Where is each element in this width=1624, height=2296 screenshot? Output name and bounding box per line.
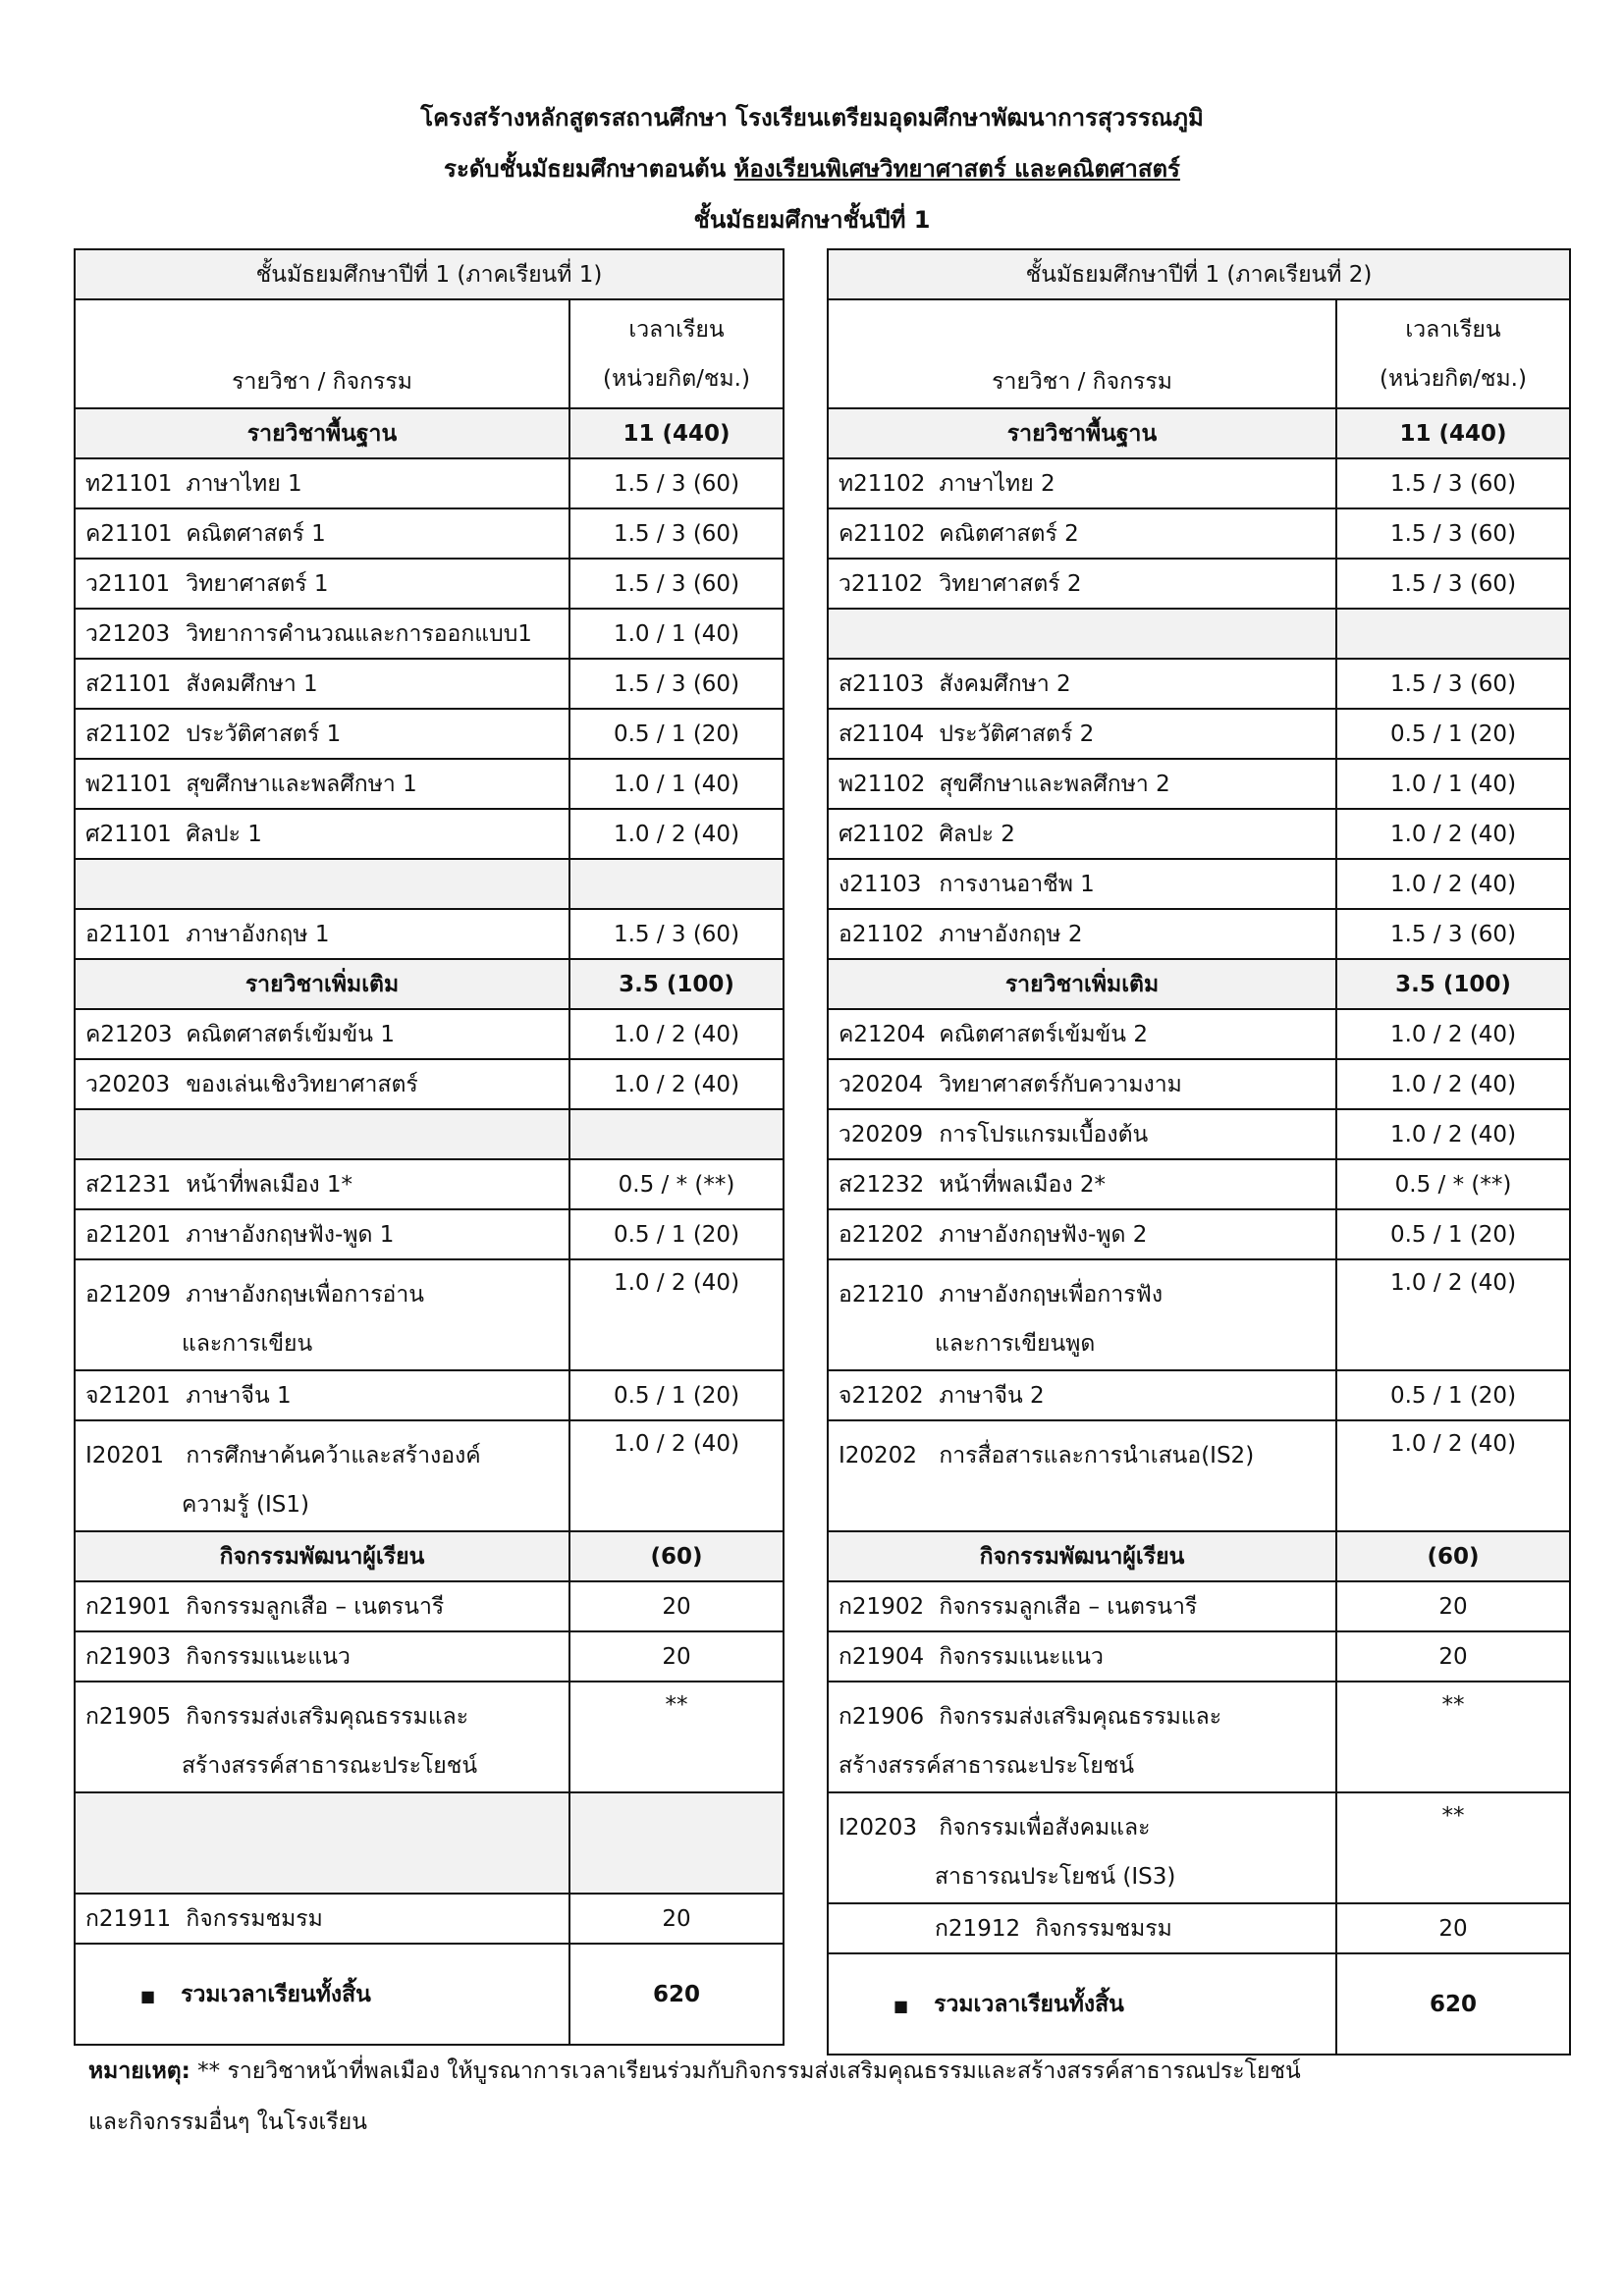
subject-code: ว20204 [839,1071,924,1097]
time-cell: ** [1336,1792,1570,1903]
subject-code: ว20209 [839,1121,924,1148]
time-cell: 1.0 / 2 (40) [1336,1109,1570,1159]
time-cell: 1.0 / 1 (40) [1336,759,1570,809]
subject-code: อ21201 [85,1221,171,1248]
subject-name: วิทยาการคำนวณและการออกแบบ1 [186,620,532,647]
empty-subject-cell [75,1792,569,1894]
basic-section-time: 11 (440) [569,408,784,458]
table-row [828,909,1570,959]
subject-code: ท21102 [839,470,926,497]
subject-code: I20202 [839,1443,917,1468]
time-header-line2: (หน่วยกิต/ชม.) [1380,365,1527,392]
time-cell: 1.0 / 2 (40) [1336,1420,1570,1531]
subject-line1 [839,1431,1326,1480]
time-cell: 20 [569,1894,784,1944]
subject-cell [75,659,569,709]
subject-cell [75,559,569,609]
subject-code: พ21101 [85,771,173,797]
subject-cell [828,1370,1336,1420]
footnote [88,2047,1301,2096]
empty-row [75,859,784,909]
time-cell: 1.0 / 2 (40) [1336,859,1570,909]
time-header-line2: (หน่วยกิต/ชม.) [603,365,750,392]
subject-name-cont: และการเขียน [182,1331,313,1357]
subject-name: ภาษาจีน 2 [939,1382,1045,1409]
activities-section-time: (60) [569,1531,784,1581]
subject-name-cont: ความรู้ (IS1) [182,1492,310,1518]
subject-name: กิจกรรมลูกเสือ – เนตรนารี [186,1593,445,1620]
table-row [828,1259,1570,1370]
subject-code: ว21101 [85,570,171,597]
subject-name-cont: สาธารณประโยชน์ (IS3) [935,1864,1176,1890]
subject-cell [75,458,569,508]
table-row [75,1159,784,1209]
subject-name: หน้าที่พลเมือง 2* [939,1171,1107,1198]
subject-code: ส21231 [85,1171,172,1198]
time-cell: 0.5 / 1 (20) [569,709,784,759]
time-cell: 1.0 / 2 (40) [569,1009,784,1059]
time-cell: 1.0 / 2 (40) [1336,1059,1570,1109]
time-cell: 20 [1336,1631,1570,1682]
time-cell: 1.5 / 3 (60) [569,458,784,508]
total-row [828,1953,1570,2055]
subject-name: กิจกรรมลูกเสือ – เนตรนารี [939,1593,1198,1620]
time-header-line1: เวลาเรียน [1405,316,1501,343]
subject-name: กิจกรรมแนะแนว [186,1643,351,1670]
time-cell: 1.0 / 2 (40) [569,1059,784,1109]
subject-name: ภาษาอังกฤษ 1 [186,921,330,947]
subject-code: ว21102 [839,570,924,597]
subject-name: กิจกรรมชมรม [186,1905,323,1932]
subject-cell [828,458,1336,508]
total-label-cell [828,1953,1336,2055]
subject-code: ส21103 [839,670,925,697]
subject-name: กิจกรรมแนะแนว [939,1643,1104,1670]
subject-name: การศึกษาค้นคว้าและสร้างองค์ [186,1443,481,1468]
table-row [828,508,1570,559]
subtitle-program: ห้องเรียนพิเศษวิทยาศาสตร์ และคณิตศาสตร์ [733,155,1180,183]
total-value: 620 [1336,1953,1570,2055]
table-row [75,1894,784,1944]
time-cell: 0.5 / 1 (20) [1336,709,1570,759]
empty-subject-cell [75,1109,569,1159]
subject-cell [828,1159,1336,1209]
subject-name: ภาษาอังกฤษฟัง-พูด 1 [186,1221,395,1248]
basic-section-label: รายวิชาพื้นฐาน [75,408,569,458]
subject-name: ภาษาไทย 1 [186,470,302,497]
subject-cell [75,1894,569,1944]
subject-name: คณิตศาสตร์เข้มข้น 2 [939,1021,1148,1047]
subject-name: คณิตศาสตร์ 1 [186,520,326,547]
subject-code: ส21102 [85,721,172,747]
subject-name-cont: สร้างสรรค์สาธารณะประโยชน์ [182,1753,478,1779]
time-cell: 1.0 / 1 (40) [569,759,784,809]
table-row [75,809,784,859]
activities-section-label: กิจกรรมพัฒนาผู้เรียน [828,1531,1336,1581]
subject-column-header: รายวิชา / กิจกรรม [75,299,569,408]
basic-section-row [828,408,1570,458]
subject-name: สังคมศึกษา 1 [186,670,318,697]
subject-code: อ21202 [839,1221,924,1248]
table-row [75,1631,784,1682]
table-row [75,508,784,559]
subject-cell [75,1370,569,1420]
table-row [75,458,784,508]
subject-name: กิจกรรมเพื่อสังคมและ [939,1815,1151,1841]
time-cell: 1.5 / 3 (60) [1336,909,1570,959]
extra-section-row [75,959,784,1009]
bullet-icon: ■ [893,1996,909,2015]
subject-code: ง21103 [839,871,922,897]
subject-cell [828,759,1336,809]
time-cell: ** [569,1682,784,1792]
time-cell: 1.5 / 3 (60) [569,508,784,559]
subject-code: อ21102 [839,921,924,947]
extra-section-label: รายวิชาเพิ่มเติม [75,959,569,1009]
subject-code: ก21906 [839,1704,925,1730]
extra-section-row [828,959,1570,1009]
semester-title: ชั้นมัธยมศึกษาปีที่ 1 (ภาคเรียนที่ 2) [828,249,1570,299]
time-cell: 1.5 / 3 (60) [1336,559,1570,609]
subject-code: พ21102 [839,771,926,797]
subject-code: ค21204 [839,1021,926,1047]
bullet-icon: ■ [140,1986,156,2005]
subject-cell [828,1420,1336,1531]
subject-code: ว20203 [85,1071,171,1097]
time-cell: 0.5 / * (**) [569,1159,784,1209]
empty-time-cell [569,1109,784,1159]
semester-title: ชั้นมัธยมศึกษาปีที่ 1 (ภาคเรียนที่ 1) [75,249,784,299]
activities-section-label: กิจกรรมพัฒนาผู้เรียน [75,1531,569,1581]
time-cell: 1.5 / 3 (60) [569,909,784,959]
subject-cell [828,859,1336,909]
subject-name: หน้าที่พลเมือง 1* [186,1171,353,1198]
table-row [828,1209,1570,1259]
subject-code: ก21911 [85,1905,172,1932]
table-row [75,759,784,809]
subject-name: ศิลปะ 1 [186,821,262,847]
subject-name: คณิตศาสตร์เข้มข้น 1 [186,1021,395,1047]
table-row [828,1109,1570,1159]
table-row [828,809,1570,859]
table-row [75,709,784,759]
subject-name: สังคมศึกษา 2 [939,670,1071,697]
subject-name: กิจกรรมชมรม [1035,1915,1172,1942]
extra-section-time: 3.5 (100) [1336,959,1570,1009]
subject-code: ส21101 [85,670,172,697]
subject-name: ศิลปะ 2 [939,821,1015,847]
subject-code: อ21210 [839,1282,924,1308]
table-row [75,1009,784,1059]
table-row [75,659,784,709]
subject-code: ท21101 [85,470,173,497]
empty-time-cell [569,1792,784,1894]
total-label-cell [75,1944,569,2045]
empty-row [828,609,1570,659]
subject-line1 [85,1270,559,1319]
subject-cell [828,1682,1336,1792]
subject-name: วิทยาศาสตร์ 2 [939,570,1082,597]
table-row [828,709,1570,759]
table-row [75,1581,784,1631]
table-row [828,1370,1570,1420]
subject-cell [75,1059,569,1109]
footnote-text: ** รายวิชาหน้าที่พลเมือง ให้บูรณาการเวลาเรียนร่วมกับกิจกรรมส่งเสริมคุณธรรมและสร้างสรรค์สาธารณประโยชน์ [189,2058,1301,2084]
subject-cell [828,1631,1336,1682]
empty-time-cell [569,859,784,909]
subtitle-prefix: ระดับชั้นมัธยมศึกษาตอนต้น [444,155,734,183]
subject-cell [828,1059,1336,1109]
subject-code: ส21104 [839,721,925,747]
subject-cell [828,659,1336,709]
subject-cell [828,559,1336,609]
extra-section-label: รายวิชาเพิ่มเติม [828,959,1336,1009]
total-label: รวมเวลาเรียนทั้งสิ้น [934,1991,1124,2017]
subject-name: การสื่อสารและการนำเสนอ(IS2) [939,1443,1255,1468]
subject-name: กิจกรรมส่งเสริมคุณธรรมและ [939,1704,1222,1730]
table-row [828,759,1570,809]
subject-cell [828,1581,1336,1631]
time-column-header [1336,299,1570,408]
subject-code: ก21904 [839,1643,925,1670]
subject-code: ก21903 [85,1643,172,1670]
subject-cell [75,1009,569,1059]
subject-cell [828,1109,1336,1159]
time-cell: 1.5 / 3 (60) [569,559,784,609]
footnote-continued: และกิจกรรมอื่นๆ ในโรงเรียน [88,2109,367,2135]
subject-name: ประวัติศาสตร์ 2 [939,721,1095,747]
table-row [828,1682,1570,1792]
table-row [828,1631,1570,1682]
time-cell: 0.5 / 1 (20) [1336,1209,1570,1259]
subject-cell [828,1903,1336,1953]
table-row [75,1259,784,1370]
basic-section-time: 11 (440) [1336,408,1570,458]
subject-cell [828,709,1336,759]
time-cell: 1.0 / 2 (40) [569,1259,784,1370]
subject-cell [75,1420,569,1531]
time-column-header [569,299,784,408]
subject-cell [828,1209,1336,1259]
subject-cell [75,508,569,559]
subject-name: คณิตศาสตร์ 2 [939,520,1079,547]
subject-code: I20203 [839,1815,917,1841]
time-cell: 1.0 / 2 (40) [1336,1009,1570,1059]
empty-row [75,1109,784,1159]
time-cell: 1.0 / 2 (40) [1336,1259,1570,1370]
table-row [75,909,784,959]
time-cell: 1.5 / 3 (60) [1336,659,1570,709]
time-header-line1: เวลาเรียน [628,316,725,343]
subject-cell [828,1259,1336,1370]
total-value: 620 [569,1944,784,2045]
subject-code: ส21232 [839,1171,925,1198]
subject-cell [828,1009,1336,1059]
subject-name: วิทยาศาสตร์ 1 [186,570,329,597]
time-cell: 20 [569,1581,784,1631]
column-header-row [75,299,784,408]
table-row [75,1059,784,1109]
subject-name: การงานอาชีพ 1 [939,871,1095,897]
subject-cell [75,1159,569,1209]
time-cell: 1.5 / 3 (60) [1336,458,1570,508]
table-row [828,1903,1570,1953]
subject-cell [75,759,569,809]
subject-name: สุขศึกษาและพลศึกษา 1 [186,771,417,797]
subject-code: ว21203 [85,620,171,647]
subject-code: ก21905 [85,1704,172,1730]
column-header-row [828,299,1570,408]
subject-column-header: รายวิชา / กิจกรรม [828,299,1336,408]
table-row [828,1420,1570,1531]
subject-cell [75,1259,569,1370]
subject-line1 [85,1692,559,1741]
empty-row [75,1792,784,1894]
subject-cell [75,709,569,759]
empty-subject-cell [75,859,569,909]
subject-cell [75,1682,569,1792]
subject-cell [828,909,1336,959]
time-cell: 0.5 / * (**) [1336,1159,1570,1209]
time-cell: 1.0 / 1 (40) [569,609,784,659]
time-cell: 1.0 / 2 (40) [1336,809,1570,859]
subject-cell [75,1209,569,1259]
subject-code: ก21912 [935,1915,1021,1942]
table-row [75,1682,784,1792]
document-title: โครงสร้างหลักสูตรสถานศึกษา โรงเรียนเตรียมอุดมศึกษาพัฒนาการสุวรรณภูมิ [420,104,1204,132]
subject-name: ภาษาอังกฤษฟัง-พูด 2 [939,1221,1148,1248]
table-row [828,859,1570,909]
subject-name: ภาษาจีน 1 [186,1382,292,1409]
basic-section-row [75,408,784,458]
subject-code: ศ21101 [85,821,172,847]
subject-name: ภาษาไทย 2 [939,470,1056,497]
time-cell: 0.5 / 1 (20) [1336,1370,1570,1420]
subject-cell [75,909,569,959]
total-label: รวมเวลาเรียนทั้งสิ้น [181,1981,371,2007]
subject-name: ของเล่นเชิงวิทยาศาสตร์ [186,1071,418,1097]
time-cell: 1.5 / 3 (60) [1336,508,1570,559]
table-row [75,1420,784,1531]
table-row [828,1159,1570,1209]
footnote-label: หมายเหตุ: [88,2058,190,2084]
subject-name: ภาษาอังกฤษเพื่อการอ่าน [186,1282,425,1308]
subject-code: จ21201 [85,1382,171,1409]
time-cell: 20 [1336,1581,1570,1631]
subject-line1 [839,1270,1326,1319]
subject-name: ประวัติศาสตร์ 1 [186,721,342,747]
subject-code: ค21203 [85,1021,173,1047]
subject-code: จ21202 [839,1382,924,1409]
subject-cell [828,1792,1336,1903]
table-row [828,1792,1570,1903]
activities-section-time: (60) [1336,1531,1570,1581]
subject-cell [828,508,1336,559]
subject-line1 [839,1692,1326,1741]
subject-line1 [839,1803,1326,1852]
semester-title-row [828,249,1570,299]
table-row [828,1059,1570,1109]
time-cell: 0.5 / 1 (20) [569,1209,784,1259]
table-row [75,1370,784,1420]
table-row [828,559,1570,609]
activities-section-row [75,1531,784,1581]
subject-code: ค21101 [85,520,173,547]
time-cell: 0.5 / 1 (20) [569,1370,784,1420]
semester-2-table [827,248,1571,2056]
subject-name-cont: สร้างสรรค์สาธารณะประโยชน์ [839,1753,1135,1779]
subject-code: อ21101 [85,921,171,947]
extra-section-time: 3.5 (100) [569,959,784,1009]
subject-name: กิจกรรมส่งเสริมคุณธรรมและ [186,1704,469,1730]
subject-line1 [85,1431,559,1480]
empty-subject-cell [828,609,1336,659]
subject-cell [828,809,1336,859]
subject-code: ก21901 [85,1593,172,1620]
table-row [75,1209,784,1259]
subject-code: ศ21102 [839,821,925,847]
time-cell: 20 [1336,1903,1570,1953]
subject-name: การโปรแกรมเบื้องต้น [939,1121,1149,1148]
empty-time-cell [1336,609,1570,659]
semester-1-table [74,248,785,2046]
time-cell: 1.0 / 2 (40) [569,1420,784,1531]
time-cell: ** [1336,1682,1570,1792]
subject-name: ภาษาอังกฤษเพื่อการฟัง [939,1282,1164,1308]
subject-name: วิทยาศาสตร์กับความงาม [939,1071,1182,1097]
table-row [75,609,784,659]
time-cell: 1.0 / 2 (40) [569,809,784,859]
basic-section-label: รายวิชาพื้นฐาน [828,408,1336,458]
document-subtitle [0,149,1624,188]
table-row [75,559,784,609]
activities-section-row [828,1531,1570,1581]
table-row [828,659,1570,709]
total-row [75,1944,784,2045]
time-cell: 20 [569,1631,784,1682]
subject-name: สุขศึกษาและพลศึกษา 2 [939,771,1170,797]
subject-cell [75,609,569,659]
table-row [828,1581,1570,1631]
subject-name-cont: และการเขียนพูด [935,1331,1096,1357]
subject-name: ภาษาอังกฤษ 2 [939,921,1083,947]
subject-code: อ21209 [85,1282,171,1308]
table-row [828,458,1570,508]
subject-code: ก21902 [839,1593,925,1620]
subject-cell [75,1581,569,1631]
table-row [828,1009,1570,1059]
subject-code: I20201 [85,1443,164,1468]
document-grade: ชั้นมัธยมศึกษาชั้นปีที่ 1 [693,206,931,234]
time-cell: 1.5 / 3 (60) [569,659,784,709]
subject-code: ค21102 [839,520,926,547]
subject-cell [75,809,569,859]
semester-title-row [75,249,784,299]
subject-cell [75,1631,569,1682]
